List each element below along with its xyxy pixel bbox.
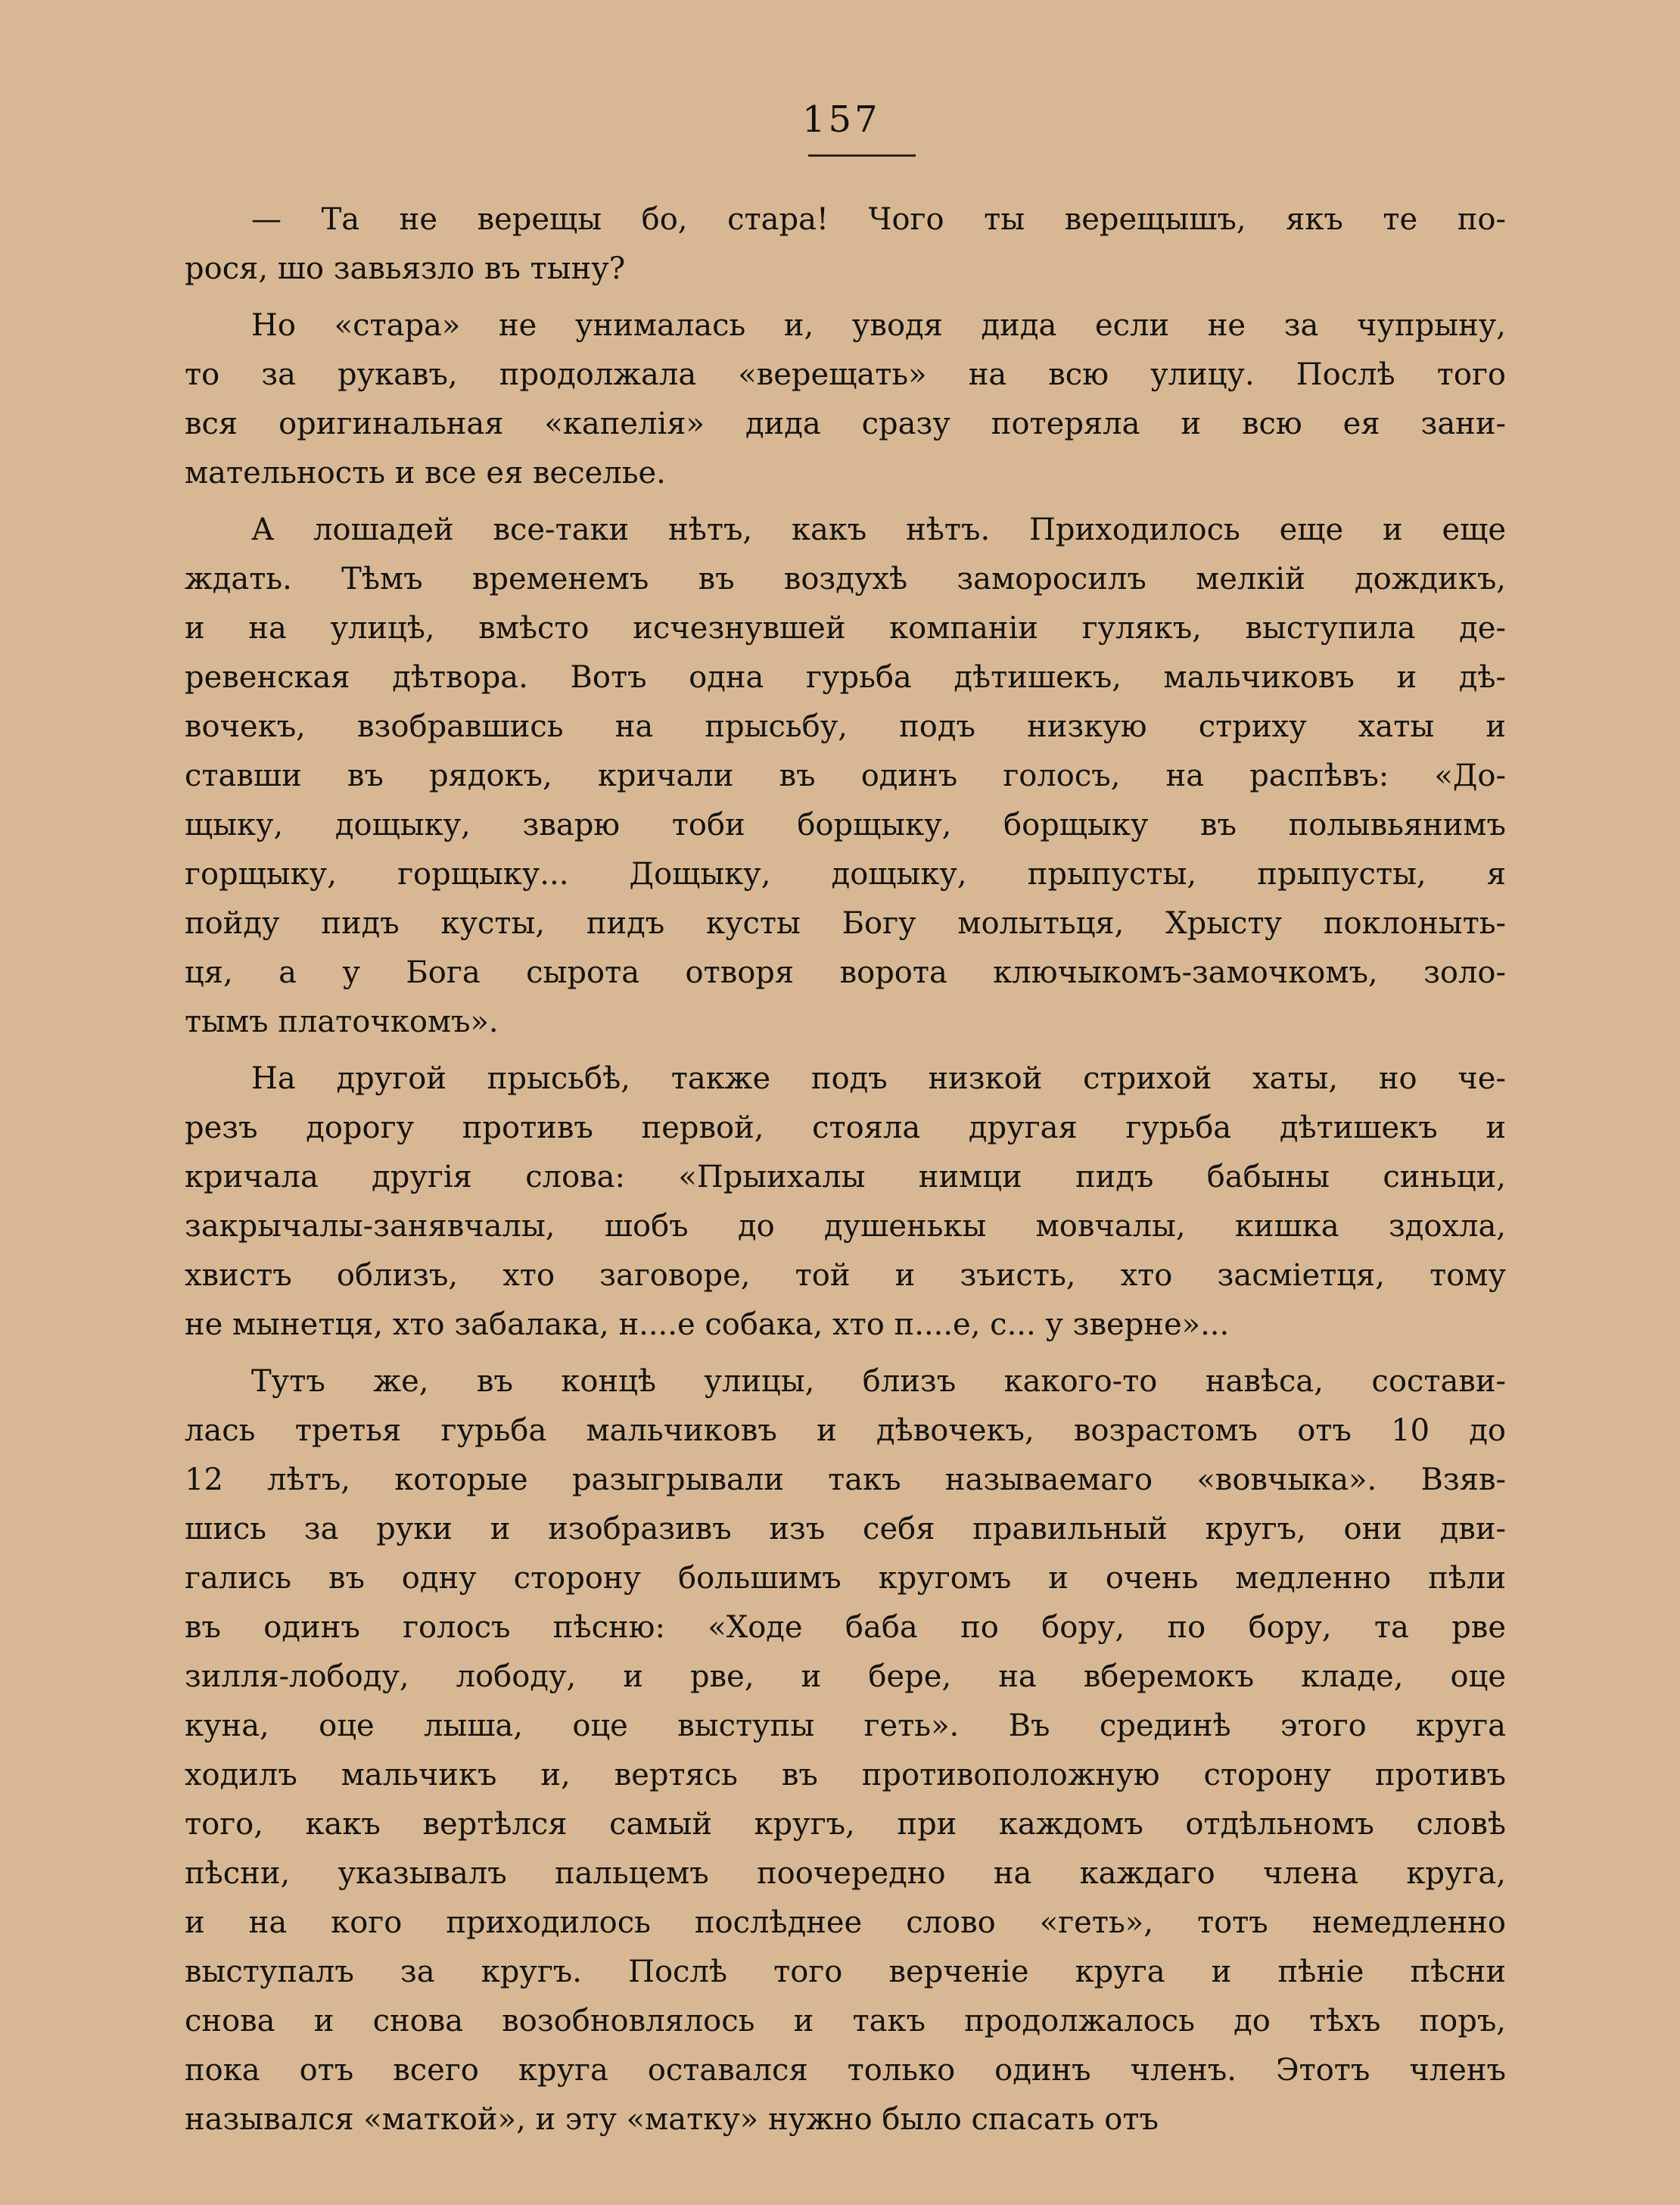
text-line: закрычалы-занявчалы, шобъ до душенькы мовчалы, кишка здохла, (185, 1209, 1506, 1244)
text-line: пока отъ всего круга оставался только одинъ членъ. Этотъ членъ (185, 2053, 1506, 2088)
paragraph (185, 301, 1506, 498)
paragraph (185, 1054, 1506, 1350)
text-line: мательность и все ея веселье. (185, 456, 666, 491)
text-line: — Та не верещы бо, стара! Чого ты верещышъ, якъ те по- (251, 202, 1506, 237)
text-line: ждать. Тѣмъ временемъ въ воздухѣ заморосилъ мелкій дождикъ, (185, 562, 1506, 596)
text-line: тымъ платочкомъ». (185, 1004, 499, 1039)
text-line: и на кого приходилось послѣднее слово «геть», тотъ немедленно (185, 1905, 1506, 1940)
text-body (185, 195, 1506, 2152)
paragraph (185, 506, 1506, 1047)
text-line: того, какъ вертѣлся самый кругъ, при каждомъ отдѣльномъ словѣ (185, 1807, 1506, 1842)
text-line: и на улицѣ, вмѣсто исчезнувшей компаніи гулякъ, выступила де- (185, 611, 1506, 646)
text-line: въ одинъ голосъ пѣсню: «Ходе баба по бору, по бору, та рве (185, 1610, 1506, 1645)
text-line: то за рукавъ, продолжала «верещать» на всю улицу. Послѣ того (185, 357, 1506, 392)
text-line: хвистъ облизъ, хто заговоре, той и зъисть, хто засміетця, тому (185, 1258, 1506, 1293)
text-line: ходилъ мальчикъ и, вертясь въ противоположную сторону противъ (185, 1758, 1506, 1792)
text-line: Но «стара» не унималась и, уводя дида если не за чупрыну, (251, 308, 1506, 343)
text-line: Тутъ же, въ концѣ улицы, близъ какого-то навѣса, состави- (251, 1364, 1506, 1399)
text-line: вся оригинальная «капелія» дида сразу потеряла и всю ея зани- (185, 406, 1506, 441)
text-line: На другой прысьбѣ, также подъ низкой стрихой хаты, но че- (251, 1061, 1506, 1096)
paragraph (185, 1357, 1506, 2144)
text-line: пойду пидъ кусты, пидъ кусты Богу молытьця, Хрысту поклоныть- (185, 906, 1506, 941)
text-line: резъ дорогу противъ первой, стояла другая гурьба дѣтишекъ и (185, 1110, 1506, 1145)
text-line: ревенская дѣтвора. Вотъ одна гурьба дѣтишекъ, мальчиковъ и дѣ- (185, 660, 1506, 695)
text-line: зилля-лободу, лободу, и рве, и бере, на вберемокъ кладе, оце (185, 1659, 1506, 1694)
text-line: назывался «маткой», и эту «матку» нужно было спасать отъ (185, 2102, 1159, 2137)
text-line: куна, оце лыша, оце выступы геть». Въ срединѣ этого круга (185, 1708, 1506, 1743)
paragraph (185, 195, 1506, 294)
text-line: шись за руки и изобразивъ изъ себя правильный кругъ, они дви- (185, 1512, 1506, 1546)
text-line: не мынетця, хто забалака, н....е собака, хто п....е, с... у зверне»... (185, 1307, 1230, 1342)
page-number: 157 (802, 98, 881, 141)
text-line: гались въ одну сторону большимъ кругомъ и очень медленно пѣли (185, 1561, 1506, 1596)
page-number-rule (808, 154, 916, 157)
text-line: горщыку, горщыку... Дощыку, дощыку, прыпусты, прыпусты, я (185, 857, 1506, 892)
text-line: выступалъ за кругъ. Послѣ того верченіе круга и пѣніе пѣсни (185, 1954, 1506, 1989)
text-line: рося, шо завьязло въ тыну? (185, 251, 626, 286)
text-line: щыку, дощыку, зварю тоби борщыку, борщыку въ полывьянимъ (185, 808, 1506, 842)
text-line: вочекъ, взобравшись на прысьбу, подъ низкую стриху хаты и (185, 709, 1506, 744)
text-line: А лошадей все-таки нѣтъ, какъ нѣтъ. Приходилось еще и еще (251, 512, 1506, 547)
text-line: кричала другія слова: «Прыихалы нимци пидъ бабыны синьци, (185, 1160, 1506, 1194)
text-line: лась третья гурьба мальчиковъ и дѣвочекъ, возрастомъ отъ 10 до (185, 1413, 1506, 1448)
text-line: 12 лѣтъ, которые разыгрывали такъ называемаго «вовчыка». Взяв- (185, 1462, 1506, 1497)
text-line: ставши въ рядокъ, кричали въ одинъ голосъ, на распѣвъ: «До- (185, 758, 1506, 793)
text-line: пѣсни, указывалъ пальцемъ поочередно на каждаго члена круга, (185, 1856, 1506, 1891)
text-line: снова и снова возобновлялось и такъ продолжалось до тѣхъ поръ, (185, 2004, 1506, 2038)
text-line: ця, а у Бога сырота отворя ворота ключыкомъ-замочкомъ, золо- (185, 955, 1506, 990)
